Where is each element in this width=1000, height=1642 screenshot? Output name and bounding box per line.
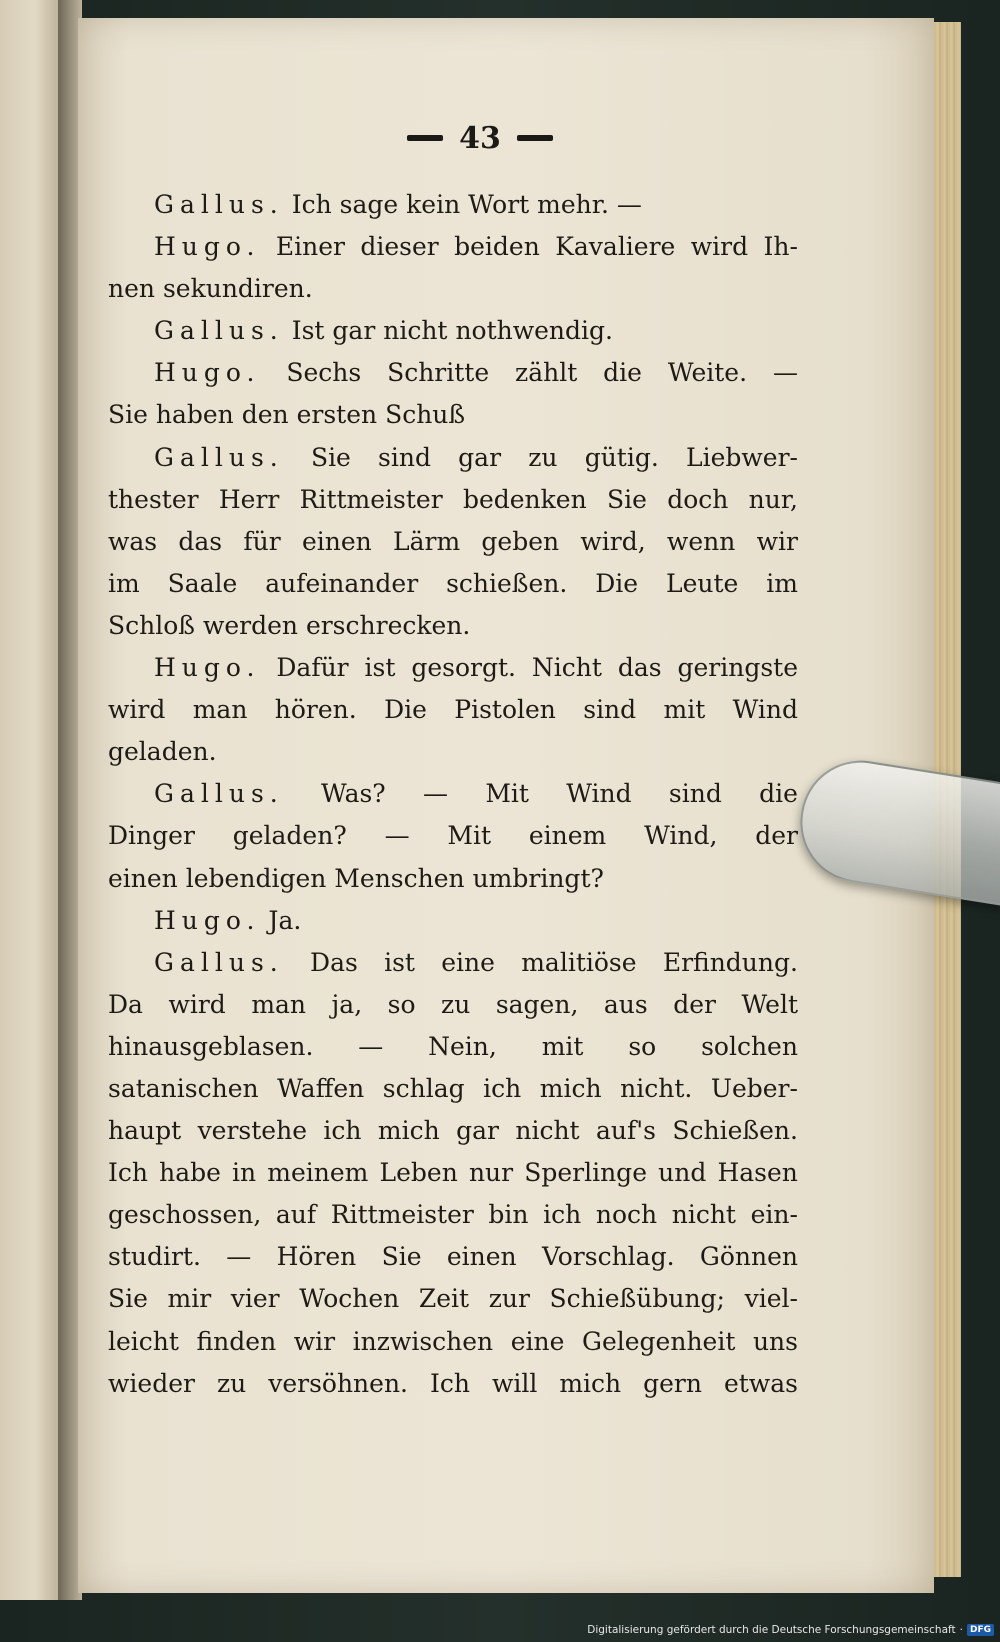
word: sind: [583, 695, 637, 725]
word: nicht.: [620, 1073, 693, 1103]
text-line: [108, 1236, 798, 1278]
word: ist: [364, 653, 396, 683]
word: gern: [643, 1368, 702, 1398]
word: für: [243, 526, 281, 556]
word: den: [241, 400, 289, 430]
word: Sie: [310, 442, 351, 472]
text-line: [108, 1068, 798, 1110]
word: meinem: [267, 1158, 369, 1188]
word: doch: [667, 484, 729, 514]
word: Leben: [379, 1158, 458, 1188]
word: so: [628, 1031, 657, 1061]
word: einen: [301, 526, 372, 556]
word: Ih-: [763, 232, 798, 262]
word: Herr: [218, 484, 280, 514]
word: will: [491, 1368, 538, 1398]
text-line: [108, 647, 798, 689]
page-header: [370, 118, 590, 158]
word: —: [226, 1242, 252, 1272]
text-line: [108, 858, 798, 900]
text-line: [108, 184, 798, 226]
text-line: [108, 1363, 798, 1405]
word: Schießen.: [672, 1116, 798, 1146]
word: hinausgeblasen.: [108, 1031, 314, 1061]
speaker-name: Hugo.: [154, 653, 261, 683]
word: Menschen: [334, 863, 465, 893]
word: Wind: [732, 695, 798, 725]
word: studirt.: [108, 1242, 201, 1272]
word: beiden: [454, 232, 540, 262]
word: ein-: [750, 1200, 798, 1230]
word: gütig.: [584, 442, 659, 472]
word: wird: [168, 989, 226, 1019]
word: Gönnen: [699, 1242, 798, 1272]
word: ersten: [296, 400, 378, 430]
left-page-edge: [0, 0, 60, 1600]
word: Welt: [741, 989, 798, 1019]
text-line: [108, 605, 798, 647]
word: das: [617, 653, 662, 683]
footer-separator: ·: [959, 1624, 963, 1636]
word: auf's: [595, 1116, 656, 1146]
word: geben: [481, 526, 560, 556]
word: inzwischen: [352, 1326, 494, 1356]
word: Schießübung;: [549, 1284, 725, 1314]
word: Kavaliere: [555, 232, 676, 262]
word: uns: [752, 1326, 798, 1356]
word: satanischen: [108, 1073, 259, 1103]
footer-credit: Digitalisierung gefördert durch die Deutsche Forschungsgemeinschaft: [587, 1624, 956, 1636]
word: Sie: [381, 1242, 422, 1272]
word: nothwendig.: [455, 316, 613, 346]
word: Einer: [275, 232, 345, 262]
word: schlag: [382, 1073, 465, 1103]
word: die: [603, 358, 642, 388]
word: Waffen: [277, 1073, 365, 1103]
word: habe: [159, 1158, 221, 1188]
speaker-name: Hugo.: [154, 232, 261, 262]
text-line: [108, 310, 798, 352]
text-line: [108, 984, 798, 1026]
word: Vorschlag.: [541, 1242, 675, 1272]
word: Schritte: [387, 358, 490, 388]
text-line: [108, 1321, 798, 1363]
word: ich: [543, 1200, 582, 1230]
word: Leute: [665, 568, 739, 598]
text-line: [108, 942, 798, 984]
word: sind: [668, 779, 722, 809]
word: Hasen: [717, 1158, 798, 1188]
word: Ist: [291, 316, 325, 346]
word: malitiöse: [521, 947, 637, 977]
text-line: [108, 226, 798, 268]
page-text: [108, 184, 798, 1405]
word: sind: [378, 442, 431, 472]
word: eine: [510, 1326, 565, 1356]
text-line: [108, 1110, 798, 1152]
word: wir: [756, 526, 798, 556]
word: finden: [196, 1326, 277, 1356]
word: Ich: [108, 1158, 148, 1188]
word: einem: [528, 821, 607, 851]
word: Wind: [566, 779, 632, 809]
word: nicht: [671, 1200, 736, 1230]
word: der: [755, 821, 798, 851]
word: Gelegenheit: [581, 1326, 736, 1356]
word: Ich: [291, 190, 332, 219]
word: bin: [488, 1200, 529, 1230]
word: Wind,: [644, 821, 718, 851]
word: Dafür: [276, 653, 349, 683]
word: wieder: [108, 1368, 195, 1398]
word: wenn: [666, 526, 736, 556]
word: —: [616, 190, 642, 219]
word: —: [384, 821, 410, 851]
text-line: [108, 1194, 798, 1236]
word: Weite.: [667, 358, 748, 388]
word: Zeit: [418, 1284, 470, 1314]
word: gar: [332, 316, 376, 346]
word: man: [192, 695, 248, 725]
word: zählt: [515, 358, 578, 388]
word: gesorgt.: [411, 653, 516, 683]
word: mich: [539, 1073, 602, 1103]
word: Da: [108, 989, 143, 1019]
text-line: [108, 563, 798, 605]
word: vier: [230, 1284, 280, 1314]
word: das: [178, 526, 223, 556]
word: in: [232, 1158, 257, 1188]
word: viel-: [744, 1284, 798, 1314]
word: mir: [167, 1284, 212, 1314]
word: aufeinander: [265, 568, 419, 598]
word: gar: [456, 1116, 499, 1146]
text-line: [108, 815, 798, 857]
word: eine: [441, 947, 495, 977]
word: Ja.: [268, 905, 302, 935]
word: wir: [293, 1326, 336, 1356]
word: mich: [377, 1116, 440, 1146]
word: zu: [528, 442, 558, 472]
word: einen: [446, 1242, 517, 1272]
word: versöhnen.: [268, 1368, 408, 1398]
word: gar: [458, 442, 502, 472]
word: im: [766, 568, 798, 598]
word: zu: [216, 1368, 247, 1398]
word: verstehe: [197, 1116, 307, 1146]
word: ja,: [331, 989, 363, 1019]
text-line: [108, 773, 798, 815]
word: aus: [603, 989, 648, 1019]
text-line: [108, 689, 798, 731]
word: Das: [310, 947, 358, 977]
word: wird,: [580, 526, 646, 556]
word: Wort: [468, 190, 530, 219]
word: nicht: [383, 316, 448, 346]
word: im: [108, 568, 140, 598]
word: nur: [468, 1158, 514, 1188]
word: wird: [108, 695, 166, 725]
word: geladen?: [232, 821, 347, 851]
word: haupt: [108, 1116, 182, 1146]
dfg-logo-icon: DFG: [967, 1624, 994, 1636]
word: Die: [595, 568, 639, 598]
word: noch: [595, 1200, 658, 1230]
word: Sperlinge: [524, 1158, 647, 1188]
text-line: [108, 521, 798, 563]
word: erschrecken.: [305, 610, 471, 640]
word: mehr.: [537, 190, 609, 219]
word: nicht: [515, 1116, 580, 1146]
page-number: 43: [459, 120, 501, 156]
word: nen: [108, 274, 155, 304]
word: zur: [488, 1284, 530, 1314]
word: Hören: [276, 1242, 357, 1272]
speaker-name: Gallus.: [154, 190, 284, 219]
speaker-name: Gallus.: [154, 316, 284, 346]
text-line: [108, 437, 798, 479]
word: Lärm: [393, 526, 461, 556]
word: Rittmeister: [299, 484, 443, 514]
word: hören.: [274, 695, 357, 725]
word: Saale: [167, 568, 238, 598]
word: dieser: [360, 232, 439, 262]
word: thester: [108, 484, 199, 514]
word: was: [108, 526, 158, 556]
word: lebendigen: [185, 863, 327, 893]
word: Nein,: [428, 1031, 497, 1061]
word: sekundiren.: [162, 274, 313, 304]
word: leicht: [108, 1326, 179, 1356]
word: geladen.: [108, 737, 217, 767]
text-line: [108, 352, 798, 394]
text-line: [108, 900, 798, 942]
word: geschossen,: [108, 1200, 262, 1230]
word: ich: [323, 1116, 362, 1146]
word: ist: [384, 947, 415, 977]
word: geringste: [677, 653, 798, 683]
text-line: [108, 1026, 798, 1068]
word: sagen,: [495, 989, 579, 1019]
word: Die: [384, 695, 427, 725]
word: auf: [275, 1200, 317, 1230]
word: Mit: [485, 779, 529, 809]
speaker-name: Gallus.: [154, 442, 284, 472]
word: so: [387, 989, 416, 1019]
word: etwas: [723, 1368, 798, 1398]
word: Mit: [447, 821, 492, 851]
word: umbringt?: [472, 863, 604, 893]
word: mit: [541, 1031, 584, 1061]
word: Rittmeister: [330, 1200, 474, 1230]
word: Sechs: [286, 358, 362, 388]
word: —: [423, 779, 449, 809]
word: Ueber-: [710, 1073, 798, 1103]
word: —: [772, 358, 798, 388]
word: Sie: [606, 484, 647, 514]
word: kein: [406, 190, 461, 219]
word: —: [358, 1031, 384, 1061]
word: Nicht: [531, 653, 602, 683]
word: ich: [483, 1073, 522, 1103]
word: die: [759, 779, 798, 809]
word: schießen.: [446, 568, 568, 598]
word: haben: [155, 400, 234, 430]
speaker-name: Gallus.: [154, 779, 284, 809]
word: Sie: [108, 400, 148, 430]
speaker-name: Gallus.: [154, 947, 284, 977]
word: zu: [441, 989, 471, 1019]
word: wird: [690, 232, 749, 262]
word: Dinger: [108, 821, 195, 851]
text-line: [108, 1152, 798, 1194]
word: Liebwer-: [685, 442, 798, 472]
header-dash-left: [407, 135, 443, 141]
word: solchen: [701, 1031, 798, 1061]
word: Pistolen: [454, 695, 556, 725]
speaker-name: Hugo.: [154, 358, 261, 388]
word: der: [673, 989, 716, 1019]
header-dash-right: [517, 135, 553, 141]
digitization-footer: [587, 1622, 994, 1638]
word: Schloß: [108, 610, 195, 640]
text-line: [108, 268, 798, 310]
text-line: [108, 394, 798, 436]
word: mich: [559, 1368, 622, 1398]
word: bedenken: [462, 484, 587, 514]
text-line: [108, 479, 798, 521]
word: man: [251, 989, 307, 1019]
word: und: [658, 1158, 707, 1188]
word: Sie: [108, 1284, 148, 1314]
word: nur,: [748, 484, 798, 514]
word: Was?: [321, 779, 386, 809]
word: Schuß: [385, 400, 466, 430]
word: Erfindung.: [662, 947, 798, 977]
text-line: [108, 1278, 798, 1320]
speaker-name: Hugo.: [154, 905, 261, 935]
word: sage: [339, 190, 399, 219]
word: einen: [108, 863, 178, 893]
word: Ich: [429, 1368, 470, 1398]
text-line: [108, 731, 798, 773]
word: mit: [663, 695, 706, 725]
word: werden: [202, 610, 298, 640]
word: Wochen: [299, 1284, 400, 1314]
